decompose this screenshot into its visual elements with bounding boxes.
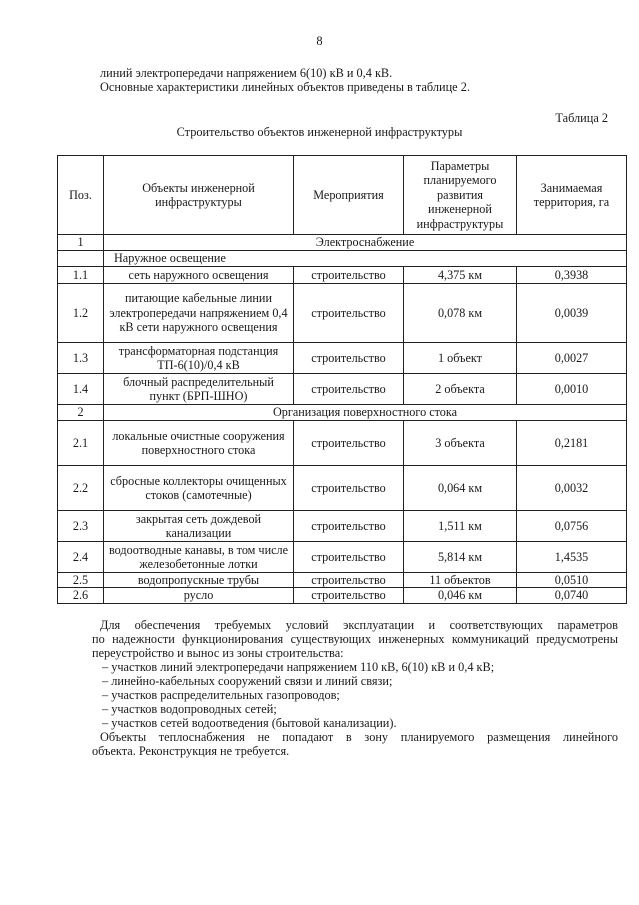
cell-param: 3 объекта <box>404 421 517 466</box>
cell-object: трансформаторная подстанция ТП-6(10)/0,4 кВ <box>104 343 294 374</box>
cell-action: строительство <box>294 573 404 588</box>
section-title: Электроснабжение <box>104 235 627 251</box>
cell-param: 0,064 км <box>404 466 517 511</box>
paragraph-2-line-1: Объекты теплоснабжения не попадают в зону планируемого размещения линейного <box>100 730 618 744</box>
cell-pos: 1.2 <box>58 284 104 343</box>
cell-object: водоотводные канавы, в том числе железобетонные лотки <box>104 542 294 573</box>
paragraph-2-line-2: объекта. Реконструкция не требуется. <box>92 744 290 758</box>
cell-action: строительство <box>294 421 404 466</box>
table-header-row <box>58 156 627 235</box>
cell-object: питающие кабельные линии электропередачи напряжением 0,4 кВ сети наружного освещения <box>104 284 294 343</box>
section-number: 1 <box>58 235 104 251</box>
cell-area: 0,2181 <box>517 421 627 466</box>
cell-area: 0,0010 <box>517 374 627 405</box>
cell-param: 2 объекта <box>404 374 517 405</box>
section-number: 2 <box>58 405 104 421</box>
cell-object: водопропускные трубы <box>104 573 294 588</box>
cell-pos: 2.4 <box>58 542 104 573</box>
cell-pos: 2.5 <box>58 573 104 588</box>
cell-area: 1,4535 <box>517 542 627 573</box>
cell-pos: 2.3 <box>58 511 104 542</box>
cell-action: строительство <box>294 267 404 284</box>
table-row <box>58 374 627 405</box>
cell-area: 0,0032 <box>517 466 627 511</box>
table-row <box>58 511 627 542</box>
header-object: Объекты инженерной инфраструктуры <box>104 156 294 235</box>
cell-object: локальные очистные сооружения поверхностного стока <box>104 421 294 466</box>
cell-object: сеть наружного освещения <box>104 267 294 284</box>
intro-line-2: Основные характеристики линейных объектов приведены в таблице 2. <box>100 80 470 94</box>
list-item: – участков распределительных газопроводов; <box>102 688 340 702</box>
cell-area: 0,0510 <box>517 573 627 588</box>
subsection-row <box>58 251 627 267</box>
cell-action: строительство <box>294 542 404 573</box>
list-item: – участков сетей водоотведения (бытовой канализации). <box>102 716 397 730</box>
table-row <box>58 343 627 374</box>
cell-object: сбросные коллекторы очищенных стоков (самотечные) <box>104 466 294 511</box>
cell-param: 1,511 км <box>404 511 517 542</box>
cell-pos: 1.4 <box>58 374 104 405</box>
table-row <box>58 542 627 573</box>
table-row <box>58 284 627 343</box>
paragraph-1-line-2: по надежности функционирования существующих инженерных коммуникаций предусмотрены <box>92 632 618 646</box>
cell-action: строительство <box>294 511 404 542</box>
cell-param: 0,046 км <box>404 588 517 603</box>
table-row <box>58 267 627 284</box>
cell-action: строительство <box>294 343 404 374</box>
header-parameters: Параметры планируемого развития инженерной инфраструктуры <box>404 156 517 235</box>
section-row <box>58 235 627 251</box>
cell-object: блочный распределительный пункт (БРП-ШНО) <box>104 374 294 405</box>
cell-param: 4,375 км <box>404 267 517 284</box>
page-number: 8 <box>316 34 323 48</box>
cell-area: 0,0740 <box>517 588 627 603</box>
paragraph-1-line-1: Для обеспечения требуемых условий эксплуатации и соответствующих параметров <box>100 618 618 632</box>
cell-pos: 1.1 <box>58 267 104 284</box>
cell-area: 0,3938 <box>517 267 627 284</box>
section-title: Организация поверхностного стока <box>104 405 627 421</box>
cell-param: 1 объект <box>404 343 517 374</box>
table-title: Строительство объектов инженерной инфраструктуры <box>176 125 463 139</box>
cell-action: строительство <box>294 374 404 405</box>
section-row <box>58 405 627 421</box>
cell-area: 0,0027 <box>517 343 627 374</box>
list-item: – линейно-кабельных сооружений связи и линий связи; <box>102 674 393 688</box>
cell-pos: 1.3 <box>58 343 104 374</box>
cell-param: 5,814 км <box>404 542 517 573</box>
cell-area: 0,0756 <box>517 511 627 542</box>
cell-action: строительство <box>294 466 404 511</box>
cell-pos: 2.2 <box>58 466 104 511</box>
cell-pos: 2.6 <box>58 588 104 603</box>
table-row <box>58 573 627 588</box>
list-item: – участков линий электропередачи напряжением 110 кВ, 6(10) кВ и 0,4 кВ; <box>102 660 495 674</box>
table-caption: Таблица 2 <box>555 111 608 125</box>
table-row <box>58 421 627 466</box>
cell-param: 0,078 км <box>404 284 517 343</box>
header-action: Мероприятия <box>294 156 404 235</box>
table-row <box>58 588 627 603</box>
infrastructure-table <box>57 155 627 604</box>
list-item: – участков водопроводных сетей; <box>102 702 277 716</box>
header-area: Занимаемая территория, га <box>517 156 627 235</box>
subsection-title: Наружное освещение <box>104 251 627 267</box>
table-row <box>58 466 627 511</box>
cell-area: 0,0039 <box>517 284 627 343</box>
paragraph-1-line-3: переустройство и вынос из зоны строительства: <box>92 646 344 660</box>
cell-param: 11 объектов <box>404 573 517 588</box>
cell-pos: 2.1 <box>58 421 104 466</box>
header-pos: Поз. <box>58 156 104 235</box>
cell-action: строительство <box>294 588 404 603</box>
cell-object: русло <box>104 588 294 603</box>
cell-action: строительство <box>294 284 404 343</box>
intro-line-1: линий электропередачи напряжением 6(10) кВ и 0,4 кВ. <box>100 66 393 80</box>
cell-object: закрытая сеть дождевой канализации <box>104 511 294 542</box>
